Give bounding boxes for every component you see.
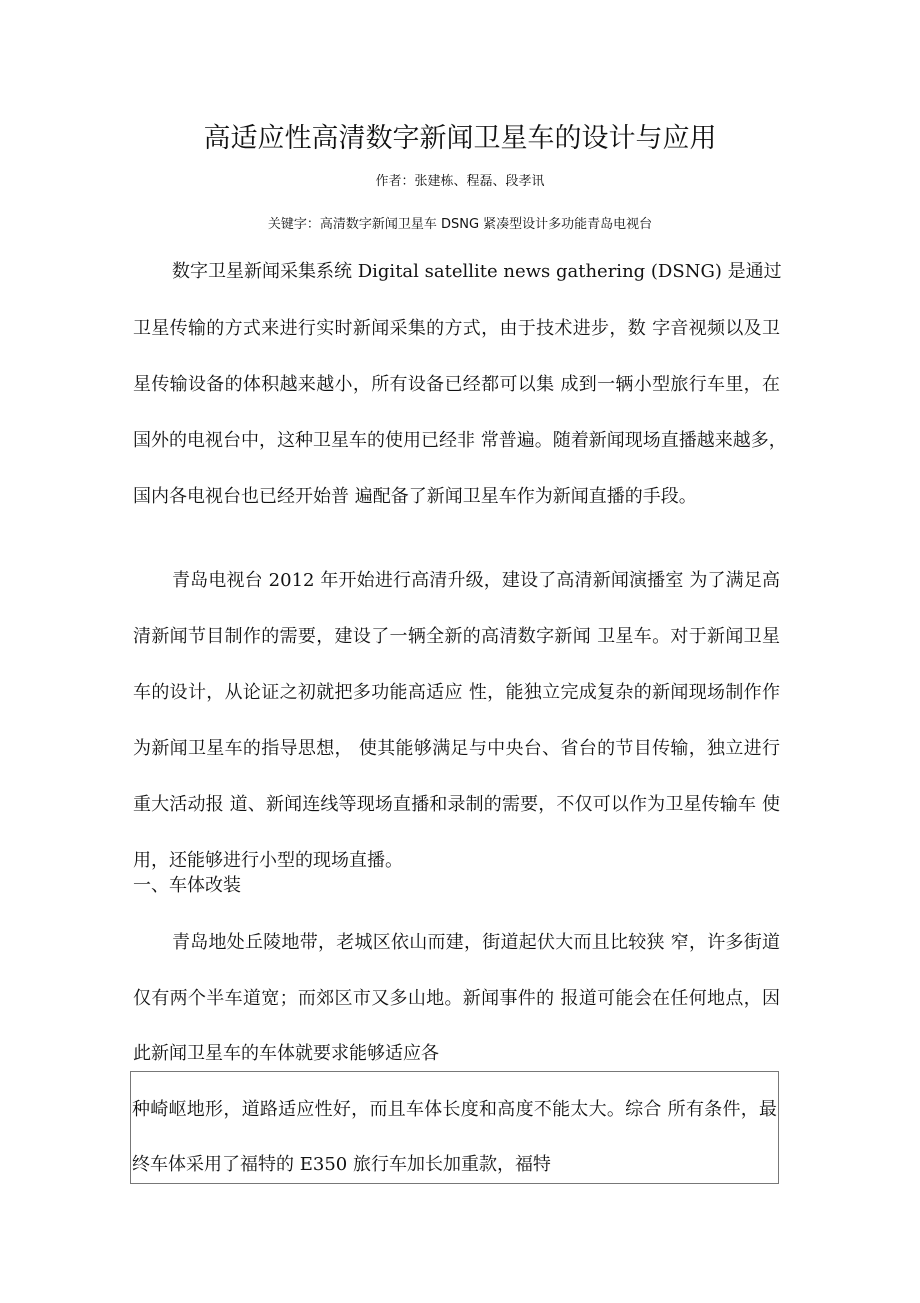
paragraph-line: 终车体采用了福特的 E350 旅行车加长加重款，福特 xyxy=(132,1154,551,1175)
paragraph-line: 国外的电视台中，这种卫星车的使用已经非 常普遍。随着新闻现场直播越来越多， xyxy=(133,430,787,451)
paragraph-line: 种崎岖地形，道路适应性好，而且车体长度和高度不能太大。综合 所有条件，最 xyxy=(132,1099,777,1120)
paragraph-line: 重大活动报 道、新闻连线等现场直播和录制的需要，不仅可以作为卫星传输车 使 xyxy=(133,794,780,815)
authors: 作者：张建栋、程磊、段孝讯 xyxy=(375,174,545,189)
paragraph-line: 星传输设备的体积越来越小，所有设备已经都可以集 成到一辆小型旅行车里，在 xyxy=(133,374,780,395)
paragraph-line: 为新闻卫星车的指导思想， 使其能够满足与中央台、省台的节目传输，独立进行 xyxy=(133,738,780,759)
paragraph-line: 数字卫星新闻采集系统 Digital satellite news gathering (DSNG) 是通过 xyxy=(172,261,782,282)
paragraph-line: 国内各电视台也已经开始普 遍配备了新闻卫星车作为新闻直播的手段。 xyxy=(133,486,697,507)
paragraph-line: 此新闻卫星车的车体就要求能够适应各 xyxy=(133,1043,439,1064)
paragraph-line: 卫星传输的方式来进行实时新闻采集的方式，由于技术进步，数 字音视频以及卫 xyxy=(133,318,780,339)
paragraph-line: 用，还能够进行小型的现场直播。 xyxy=(133,850,403,871)
keywords: 关键字：高清数字新闻卫星车 DSNG 紧凑型设计多功能青岛电视台 xyxy=(267,217,653,232)
document-title: 高适应性高清数字新闻卫星车的设计与应用 xyxy=(203,123,717,154)
paragraph-line: 青岛电视台 2012 年开始进行高清升级，建设了高清新闻演播室 为了满足高 xyxy=(172,570,780,591)
paragraph-line: 清新闻节目制作的需要，建设了一辆全新的高清数字新闻 卫星车。对于新闻卫星 xyxy=(133,626,780,647)
paragraph-line: 仅有两个半车道宽；而郊区市又多山地。新闻事件的 报道可能会在任何地点，因 xyxy=(133,988,780,1009)
paragraph-line: 车的设计，从论证之初就把多功能高适应 性，能独立完成复杂的新闻现场制作作 xyxy=(133,682,780,703)
section-heading: 一、车体改装 xyxy=(133,875,241,896)
paragraph-line: 青岛地处丘陵地带，老城区依山而建，街道起伏大而且比较狭 窄，许多街道 xyxy=(172,932,780,953)
